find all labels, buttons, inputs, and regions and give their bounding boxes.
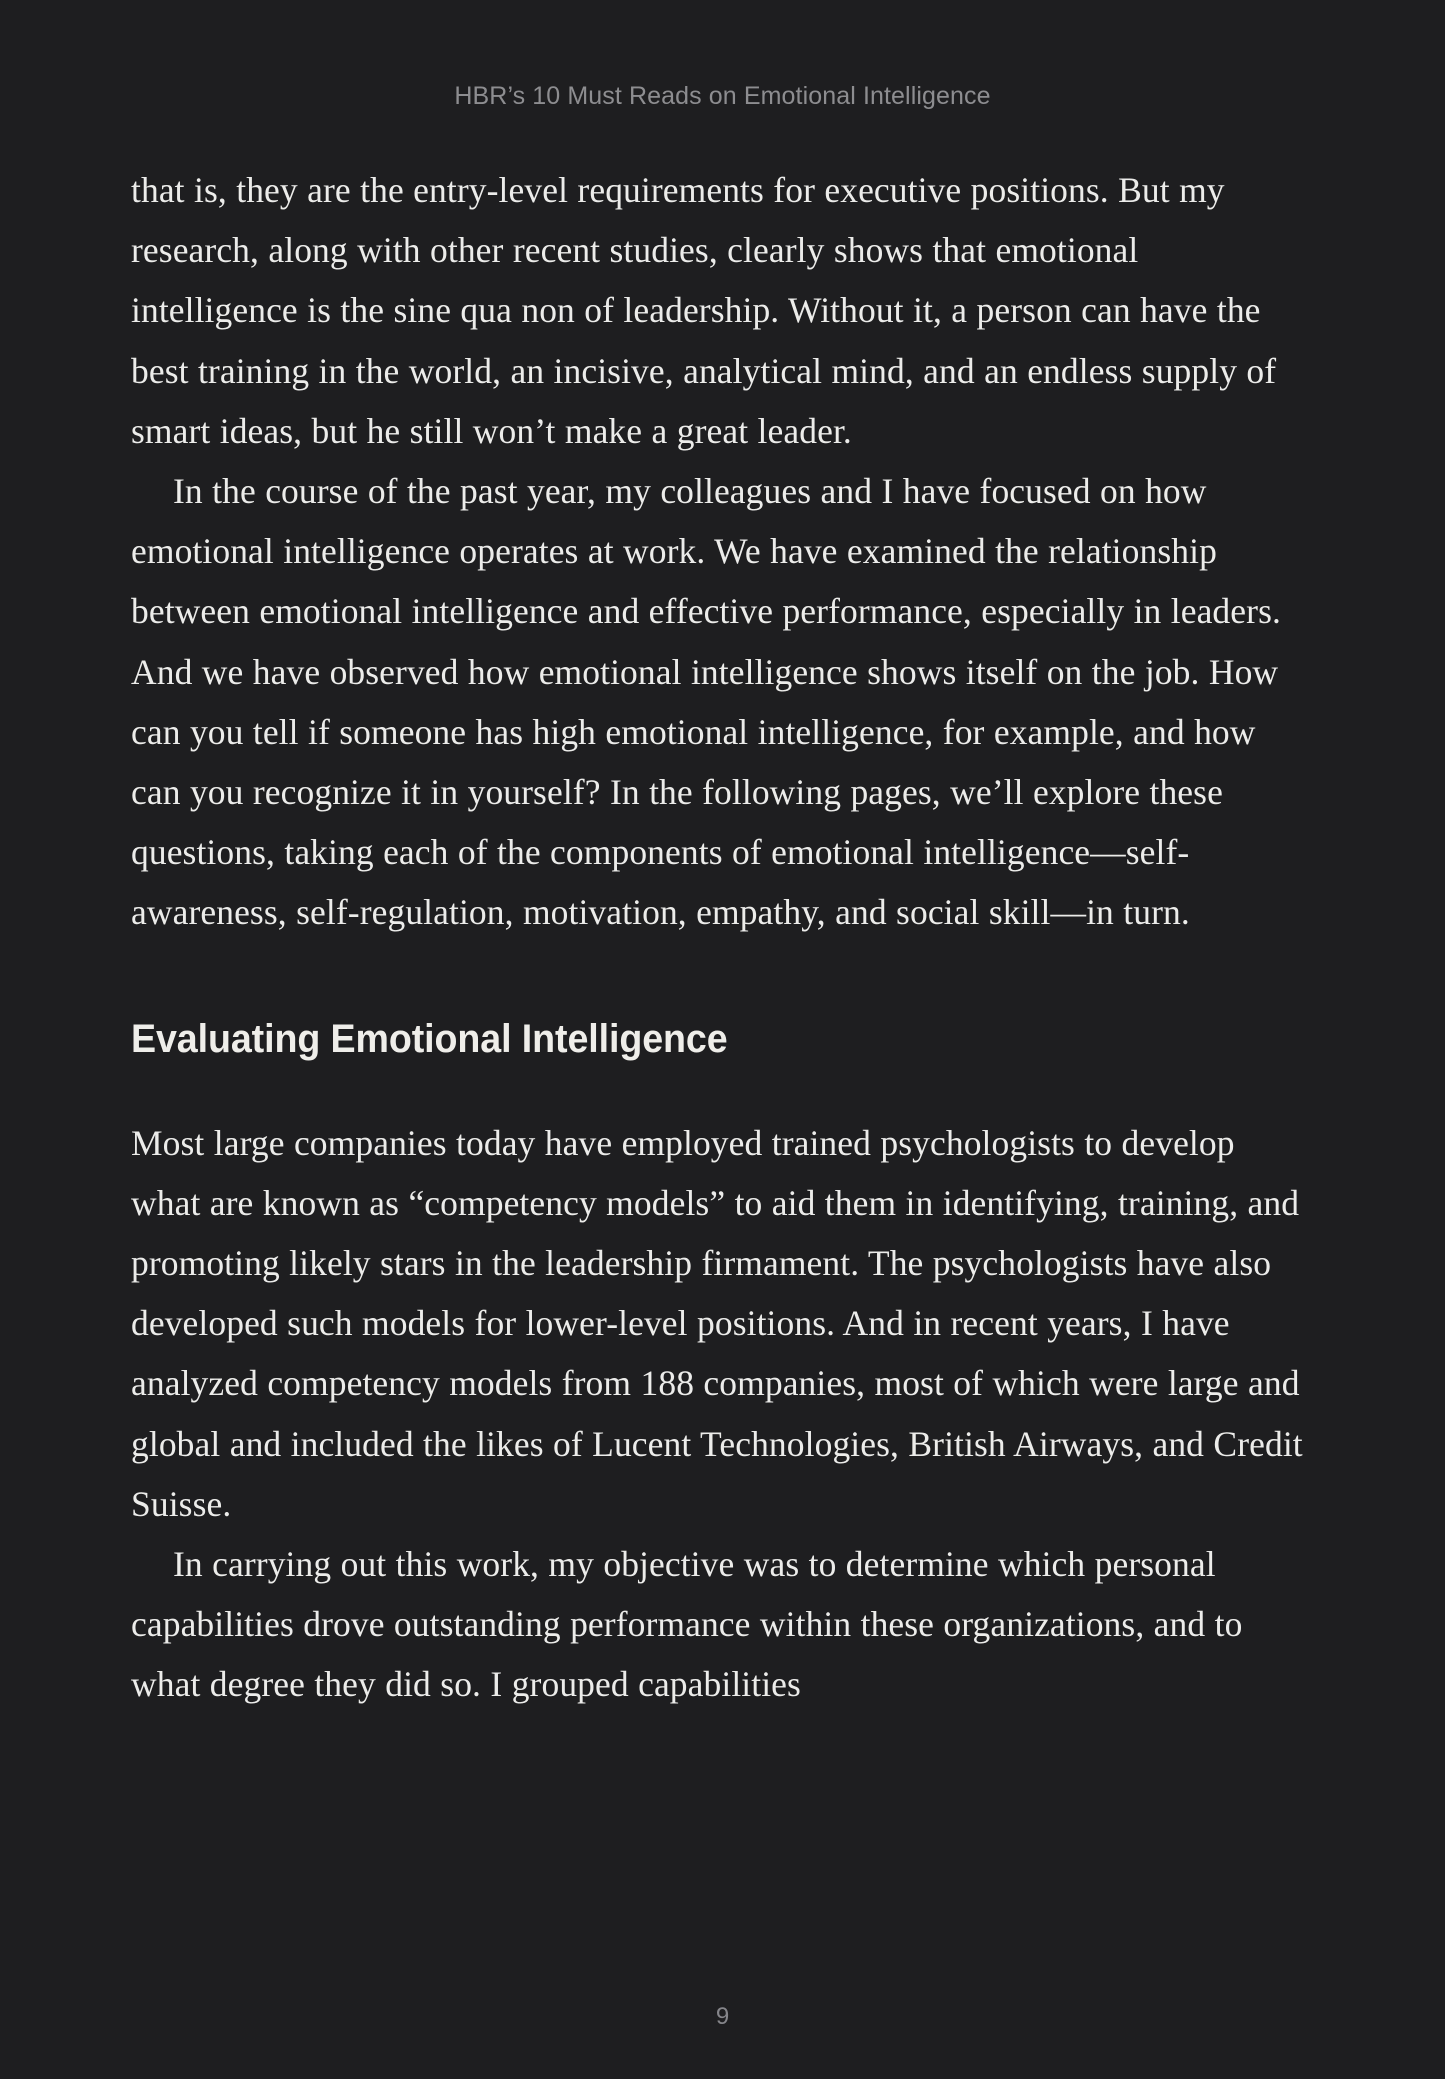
section-heading: Evaluating Emotional Intelligence — [131, 1016, 728, 1061]
body-paragraph: In carrying out this work, my objective was to determine which personal capabilities drove outstanding performance within these organizations, and to what degree they did so. I grouped capabilities — [131, 1544, 1243, 1705]
page-content — [131, 160, 1303, 1715]
body-paragraph: that is, they are the entry-level requirements for executive positions. But my research, along with other recent studies, clearly shows that emotional intelligence is the sine qua non of leadership. Without it, a person can have the best training in the world, an incisive, analytical mind, and an endless supply of smart ideas, but he still won’t make a great leader. — [131, 170, 1277, 451]
body-paragraph: In the course of the past year, my colleagues and I have focused on how emotional intelligence operates at work. We have examined the relationship between emotional intelligence and effective performance, especially in leaders. And we have observed how emotional intelligence shows itself on the job. How can you tell if someone has high emotional intelligence, for example, and how can you recognize it in yourself? In the following pages, we’ll explore these questions, taking each of the components of emotional intelligence—self-awareness, self-regulation, motivation, empathy, and social skill—in turn. — [131, 471, 1281, 933]
heading-spacer-top — [131, 943, 1303, 1015]
body-paragraph: Most large companies today have employed trained psychologists to develop what are known as “competency models” to aid them in identifying, training, and promoting likely stars in the leadership firmament. The psychologists have also developed such models for lower-level positions. And in recent years, I have analyzed competency models from 188 companies, most of which were large and global and included the likes of Lucent Technologies, British Airways, and Credit Suisse. — [131, 1122, 1303, 1524]
heading-spacer-bottom — [131, 1063, 1303, 1113]
running-header-title: HBR’s 10 Must Reads on Emotional Intelligence — [454, 82, 991, 110]
page-number: 9 — [715, 2003, 730, 2030]
